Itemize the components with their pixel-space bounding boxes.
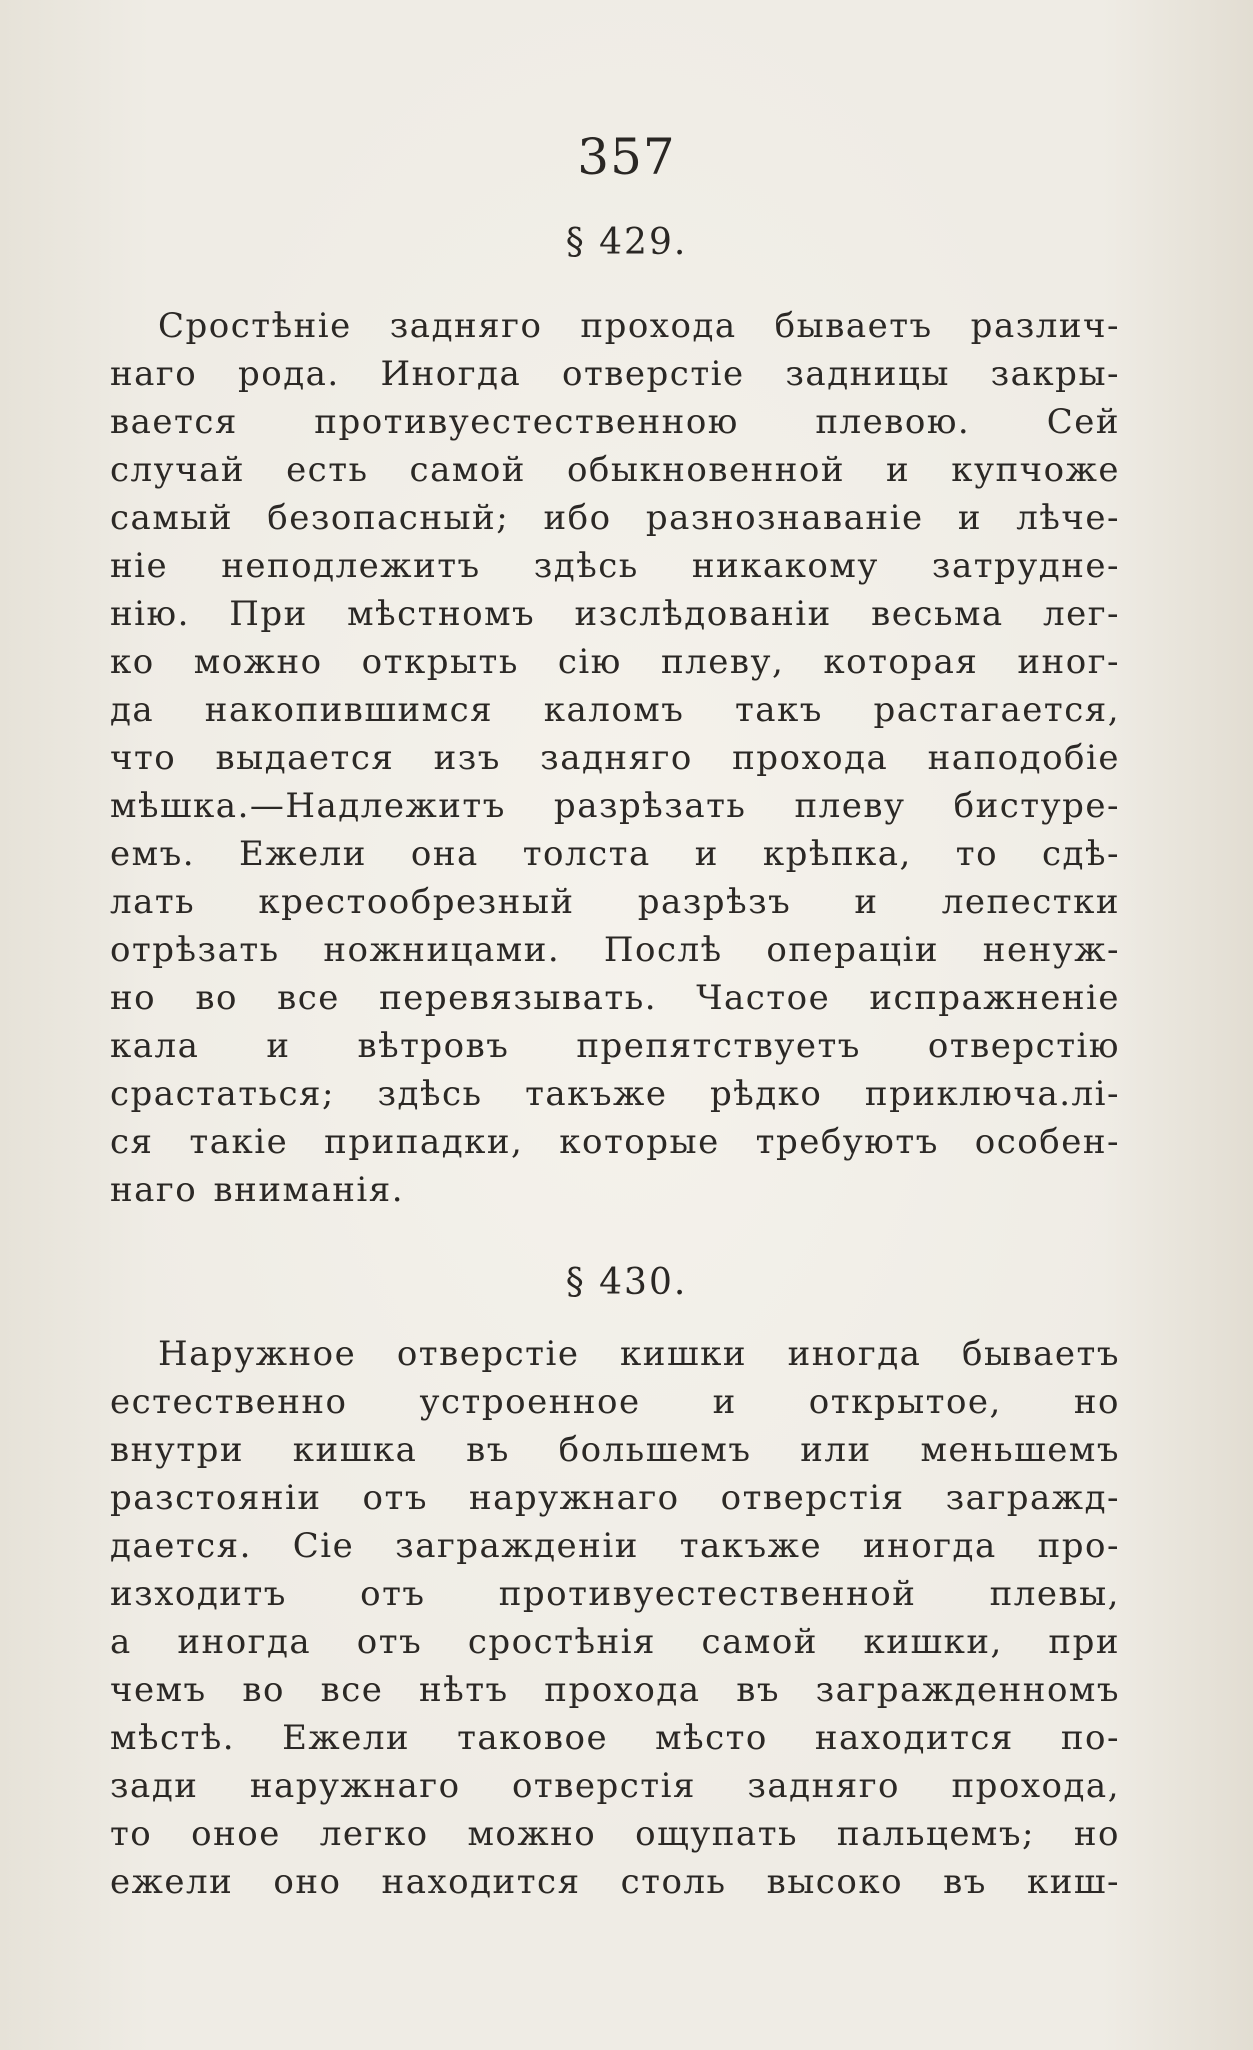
text-line: мѣшка.—Надлежитъ разрѣзать плеву бистуре- [110,786,1120,826]
text-line: Сростѣніе задняго прохода бываетъ различ- [158,306,1120,346]
text-line: нію. При мѣстномъ изслѣдованіи весьма лег- [110,594,1120,634]
text-line: а иногда отъ сростѣнія самой кишки, при [110,1622,1120,1662]
text-line: Наружное отверстіе кишки иногда бываетъ [158,1334,1120,1374]
section-heading-430: § 430. [565,1262,688,1303]
text-line: ко можно открыть сію плеву, которая иног- [110,642,1120,682]
text-line: ся такіе припадки, которые требуютъ особен- [110,1122,1120,1162]
section-429-paragraph [110,302,1120,1214]
text-line: случай есть самой обыкновенной и купчоже [110,450,1120,490]
page-number: 357 [577,128,676,186]
text-line: зади наружнаго отверстія задняго прохода, [110,1766,1120,1806]
text-line: емъ. Ежели она толста и крѣпка, то сдѣ- [110,834,1120,874]
text-line: чемъ во все нѣтъ прохода въ загражденномъ [110,1670,1120,1710]
text-line: кала и вѣтровъ препятствуетъ отверстію [110,1026,1120,1066]
section-heading-429: § 429. [565,222,688,263]
section-430-paragraph [110,1330,1120,1906]
text-line: лать крестообрезный разрѣзъ и лепестки [110,882,1120,922]
text-line: но во все перевязывать. Частое испражненіе [110,978,1120,1018]
text-line: изходитъ отъ противуестественной плевы, [110,1574,1120,1614]
text-line: отрѣзать ножницами. Послѣ операціи ненуж- [110,930,1120,970]
text-line: наго рода. Иногда отверстіе задницы закры- [110,354,1120,394]
text-line: срастаться; здѣсь такъже рѣдко приключа.лі- [110,1074,1120,1114]
text-line: ежели оно находится столь высоко въ киш- [110,1862,1120,1902]
text-line: вается противуестественною плевою. Сей [110,402,1120,442]
text-line: дается. Сіе загражденіи такъже иногда про- [110,1526,1120,1566]
text-line: мѣстѣ. Ежели таковое мѣсто находится по- [110,1718,1120,1758]
text-line: самый безопасный; ибо разнознаваніе и лѣче- [110,498,1120,538]
text-line: да накопившимся каломъ такъ растагается, [110,690,1120,730]
text-line: наго вниманія. [110,1170,404,1210]
text-line: то оное легко можно ощупать пальцемъ; но [110,1814,1120,1854]
text-line: разстояніи отъ наружнаго отверстія загражд- [110,1478,1120,1518]
text-line: естественно устроенное и открытое, но [110,1382,1120,1422]
text-line: внутри кишка въ большемъ или меньшемъ [110,1430,1120,1470]
text-line: ніе неподлежитъ здѣсь никакому затрудне- [110,546,1120,586]
text-line: что выдается изъ задняго прохода наподобіе [110,738,1120,778]
